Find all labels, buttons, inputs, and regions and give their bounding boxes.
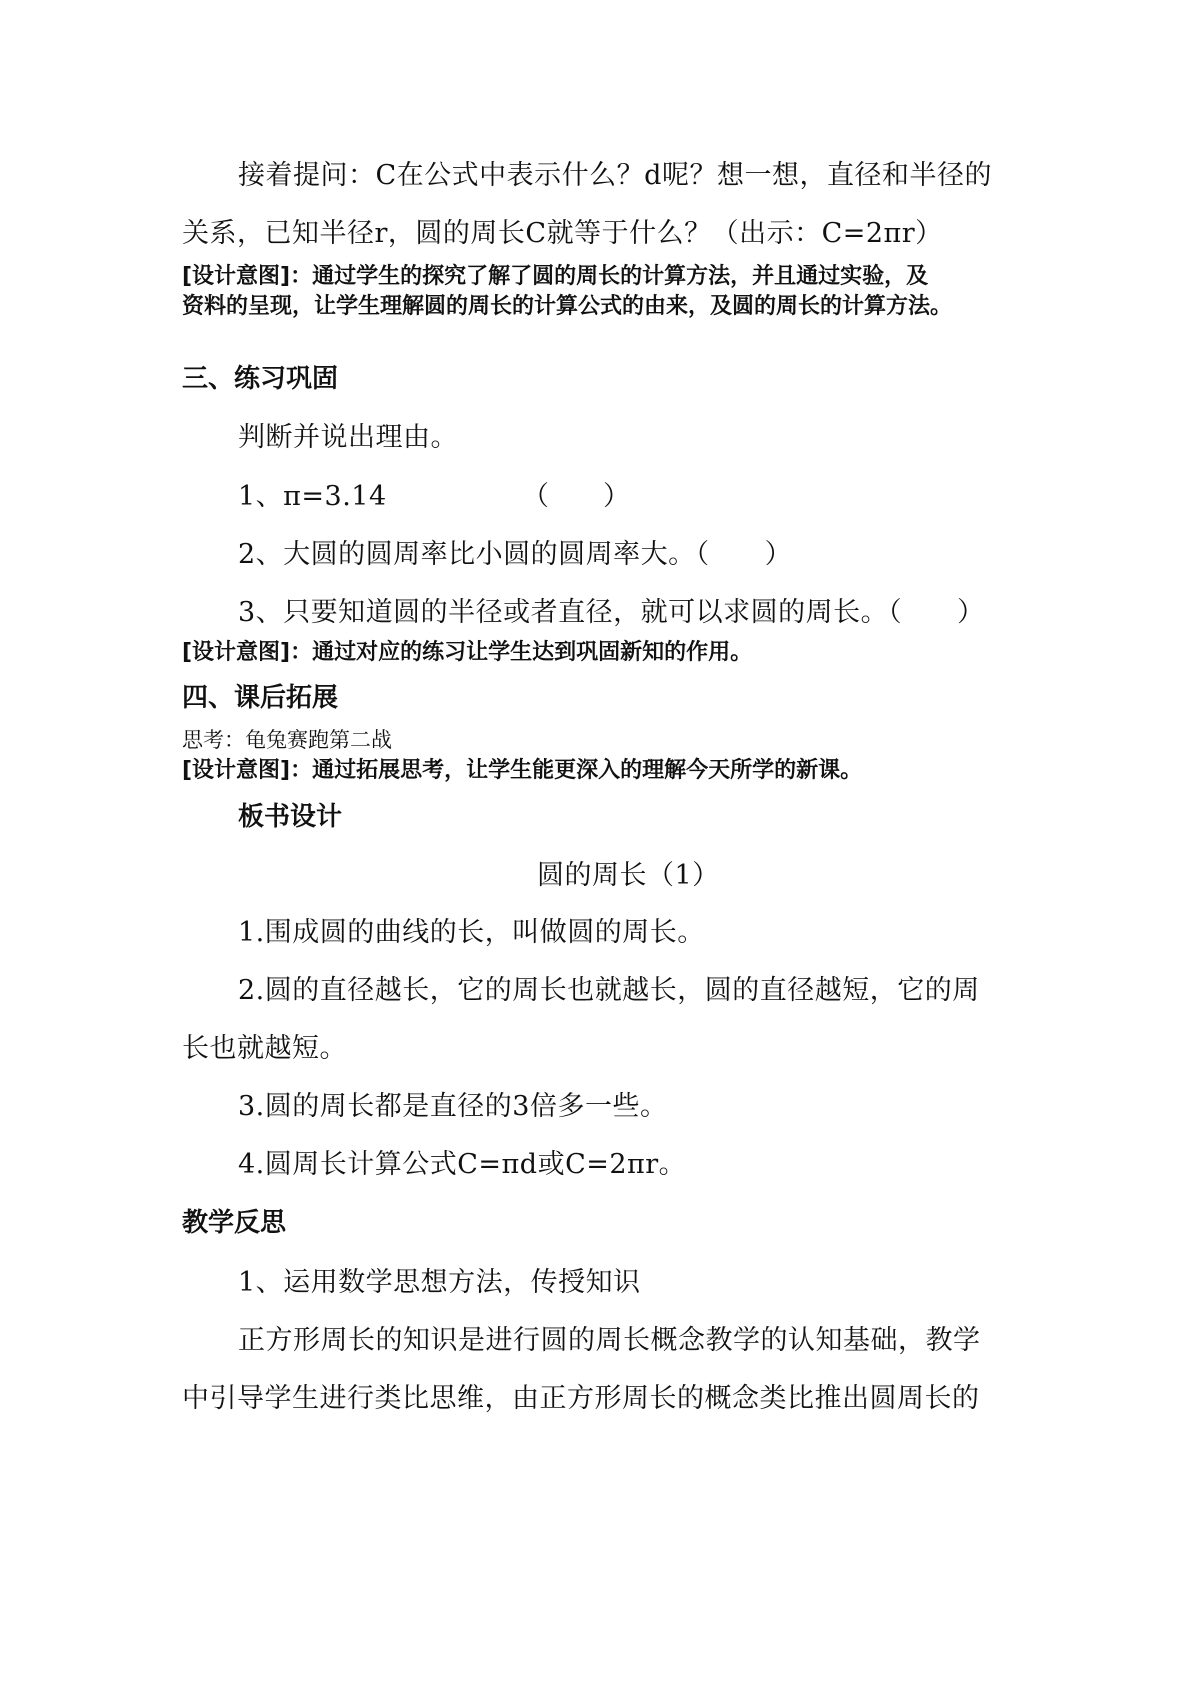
paragraph-line: 接着提问：C在公式中表示什么？d呢？想一想，直径和半径的 [238, 160, 992, 191]
exercise-item: 1、π=3.14 [238, 481, 387, 512]
design-intent-note: [设计意图]：通过拓展思考，让学生能更深入的理解今天所学的新课。 [182, 758, 863, 783]
design-intent-note: 资料的呈现，让学生理解圆的周长的计算公式的由来，及圆的周长的计算方法。 [182, 294, 953, 319]
section-heading: 四、课后拓展 [182, 683, 339, 713]
design-intent-note: [设计意图]：通过学生的探究了解了圆的周长的计算方法，并且通过实验，及 [182, 264, 929, 289]
board-item: 4.圆周长计算公式C=πd或C=2πr。 [238, 1149, 687, 1180]
exercise-item: 3、只要知道圆的半径或者直径，就可以求圆的周长。（ ） [238, 597, 985, 628]
board-item: 2.圆的直径越长，它的周长也就越长，圆的直径越短，它的周 [238, 975, 980, 1006]
board-item: 3.圆的周长都是直径的3倍多一些。 [238, 1091, 668, 1122]
paragraph-line: 1、运用数学思想方法，传授知识 [238, 1267, 641, 1298]
board-item: 1.围成圆的曲线的长，叫做圆的周长。 [238, 917, 705, 948]
section-heading: 板书设计 [238, 802, 343, 832]
board-title: 圆的周长（1） [537, 860, 720, 891]
paragraph-line: 中引导学生进行类比思维，由正方形周长的概念类比推出圆周长的 [182, 1383, 980, 1414]
section-heading: 三、练习巩固 [182, 364, 339, 394]
design-intent-note: [设计意图]：通过对应的练习让学生达到巩固新知的作用。 [182, 640, 753, 665]
paragraph-line: 思考：龟兔赛跑第二战 [182, 728, 392, 752]
exercise-item: 2、大圆的圆周率比小圆的圆周率大。（ ） [238, 539, 793, 570]
section-heading: 教学反思 [182, 1208, 287, 1238]
answer-blank: （ ） [522, 481, 630, 512]
board-item: 长也就越短。 [182, 1033, 347, 1064]
paragraph-line: 判断并说出理由。 [238, 422, 458, 453]
paragraph-line: 正方形周长的知识是进行圆的周长概念教学的认知基础，教学 [238, 1325, 981, 1356]
paragraph-line: 关系，已知半径r，圆的周长C就等于什么？（出示：C=2πr） [182, 218, 943, 249]
